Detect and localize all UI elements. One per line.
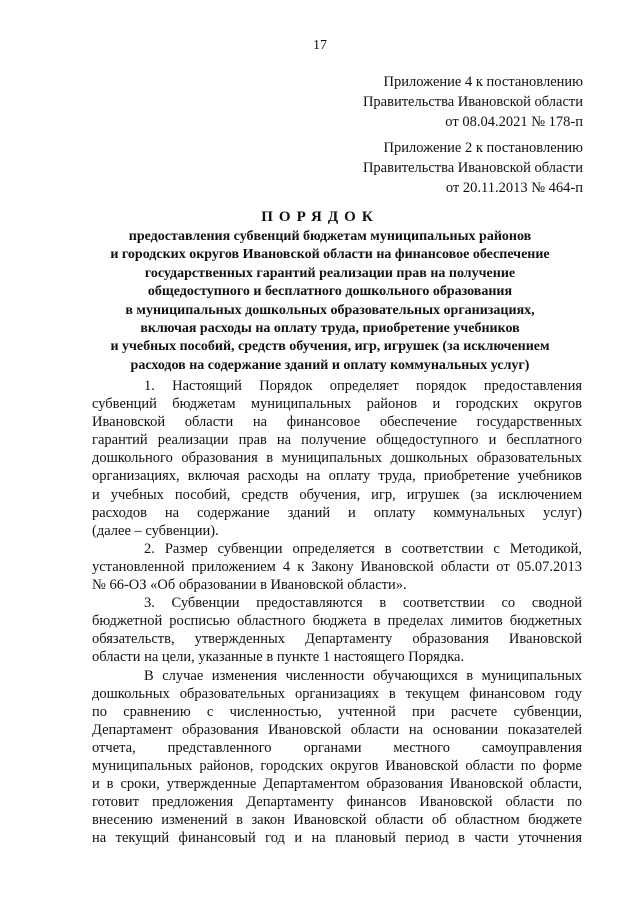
text-line: и учебных пособий, средств обучения, игр, игрушек (за исключением xyxy=(92,486,582,503)
document-title: ПОРЯДОК xyxy=(261,209,379,225)
text-line: Департамент образования Ивановской области на основании показателей xyxy=(92,721,582,738)
text-line: субвенций бюджетам муниципальных районов и городских округов xyxy=(92,396,582,413)
text-line: № 66-ОЗ «Об образовании в Ивановской области». xyxy=(92,577,407,594)
document-subtitle xyxy=(80,228,580,375)
text-line: внесению изменений в закон Ивановской области об областном бюджете xyxy=(92,812,582,829)
text-line: муниципальных районов, городских округов Ивановской области по форме xyxy=(92,757,582,774)
text-line: готовит предложения Департаменту финансов Ивановской области по xyxy=(92,794,582,811)
text-line: по сравнению с численностью, учтенной при расчете субвенции, xyxy=(92,703,582,720)
text-line: расходов на содержание зданий и оплату коммунальных услуг) xyxy=(92,504,582,521)
appendix-line: от 20.11.2013 № 464-п xyxy=(445,180,583,196)
subtitle-line: государственных гарантий реализации прав на получение xyxy=(144,265,516,281)
text-line: установленной приложением 4 к Закону Ивановской области от 05.07.2013 xyxy=(92,558,582,575)
subtitle-line: предоставления субвенций бюджетам муниципальных районов xyxy=(128,229,532,244)
paragraph-1 xyxy=(92,377,582,540)
subtitle-line: расходов на содержание зданий и оплату коммунальных услуг) xyxy=(130,357,530,373)
text-line: бюджетной росписью областного бюджета в пределах лимитов бюджетных xyxy=(92,613,582,630)
subtitle-line: и городских округов Ивановской области на финансовое обеспечение xyxy=(110,247,550,263)
text-line: 2. Размер субвенции определяется в соответствии с Методикой, xyxy=(144,540,582,557)
subtitle-line: включая расходы на оплату труда, приобретение учебников xyxy=(140,321,520,337)
text-line: организациях, включая расходы на оплату труда, приобретение учебников xyxy=(92,468,582,485)
text-line: 3. Субвенции предоставляются в соответствии со сводной xyxy=(144,595,582,612)
text-line: области на цели, указанные в пункте 1 настоящего Порядка. xyxy=(92,649,465,666)
subtitle-line: в муниципальных дошкольных образовательных организациях, xyxy=(125,302,535,318)
text-line: гарантий реализации прав на получение общедоступного и бесплатного xyxy=(92,432,582,449)
text-line: на текущий финансовый год и на плановый период в части уточнения xyxy=(92,830,582,847)
text-line: дошкольных образовательных организациях в текущем финансовом году xyxy=(92,685,582,702)
paragraph-2 xyxy=(92,540,582,594)
text-line: (далее – субвенции). xyxy=(92,522,219,539)
paragraph-4 xyxy=(92,667,582,848)
paragraph-3 xyxy=(92,594,582,666)
text-line: обязательств, утвержденных Департаменту образования Ивановской xyxy=(92,631,582,648)
text-line: В случае изменения численности обучающихся в муниципальных xyxy=(144,667,582,684)
text-line: и в сроки, утвержденные Департаментом образования Ивановской области, xyxy=(92,776,582,793)
appendix-line: Правительства Ивановской области xyxy=(362,160,583,176)
appendix-line: от 08.04.2021 № 178-п xyxy=(445,114,583,130)
appendix-note-original xyxy=(363,138,583,198)
page-number: 17 xyxy=(313,38,327,53)
appendix-line: Правительства Ивановской области xyxy=(362,94,583,110)
text-line: отчета, представленного органами местного самоуправления xyxy=(92,739,582,756)
document-body xyxy=(92,377,582,847)
subtitle-line: общедоступного и бесплатного дошкольного образования xyxy=(147,284,513,300)
appendix-line: Приложение 2 к постановлению xyxy=(383,140,583,156)
appendix-line: Приложение 4 к постановлению xyxy=(383,74,583,90)
text-line: Ивановской области на финансовое обеспечение государственных xyxy=(92,414,582,431)
text-line: дошкольного образования в муниципальных дошкольных образовательных xyxy=(92,450,582,467)
appendix-note-current xyxy=(363,72,583,132)
subtitle-line: и учебных пособий, средств обучения, игр, игрушек (за исключением xyxy=(110,339,550,355)
text-line: 1. Настоящий Порядок определяет порядок предоставления xyxy=(144,378,582,394)
